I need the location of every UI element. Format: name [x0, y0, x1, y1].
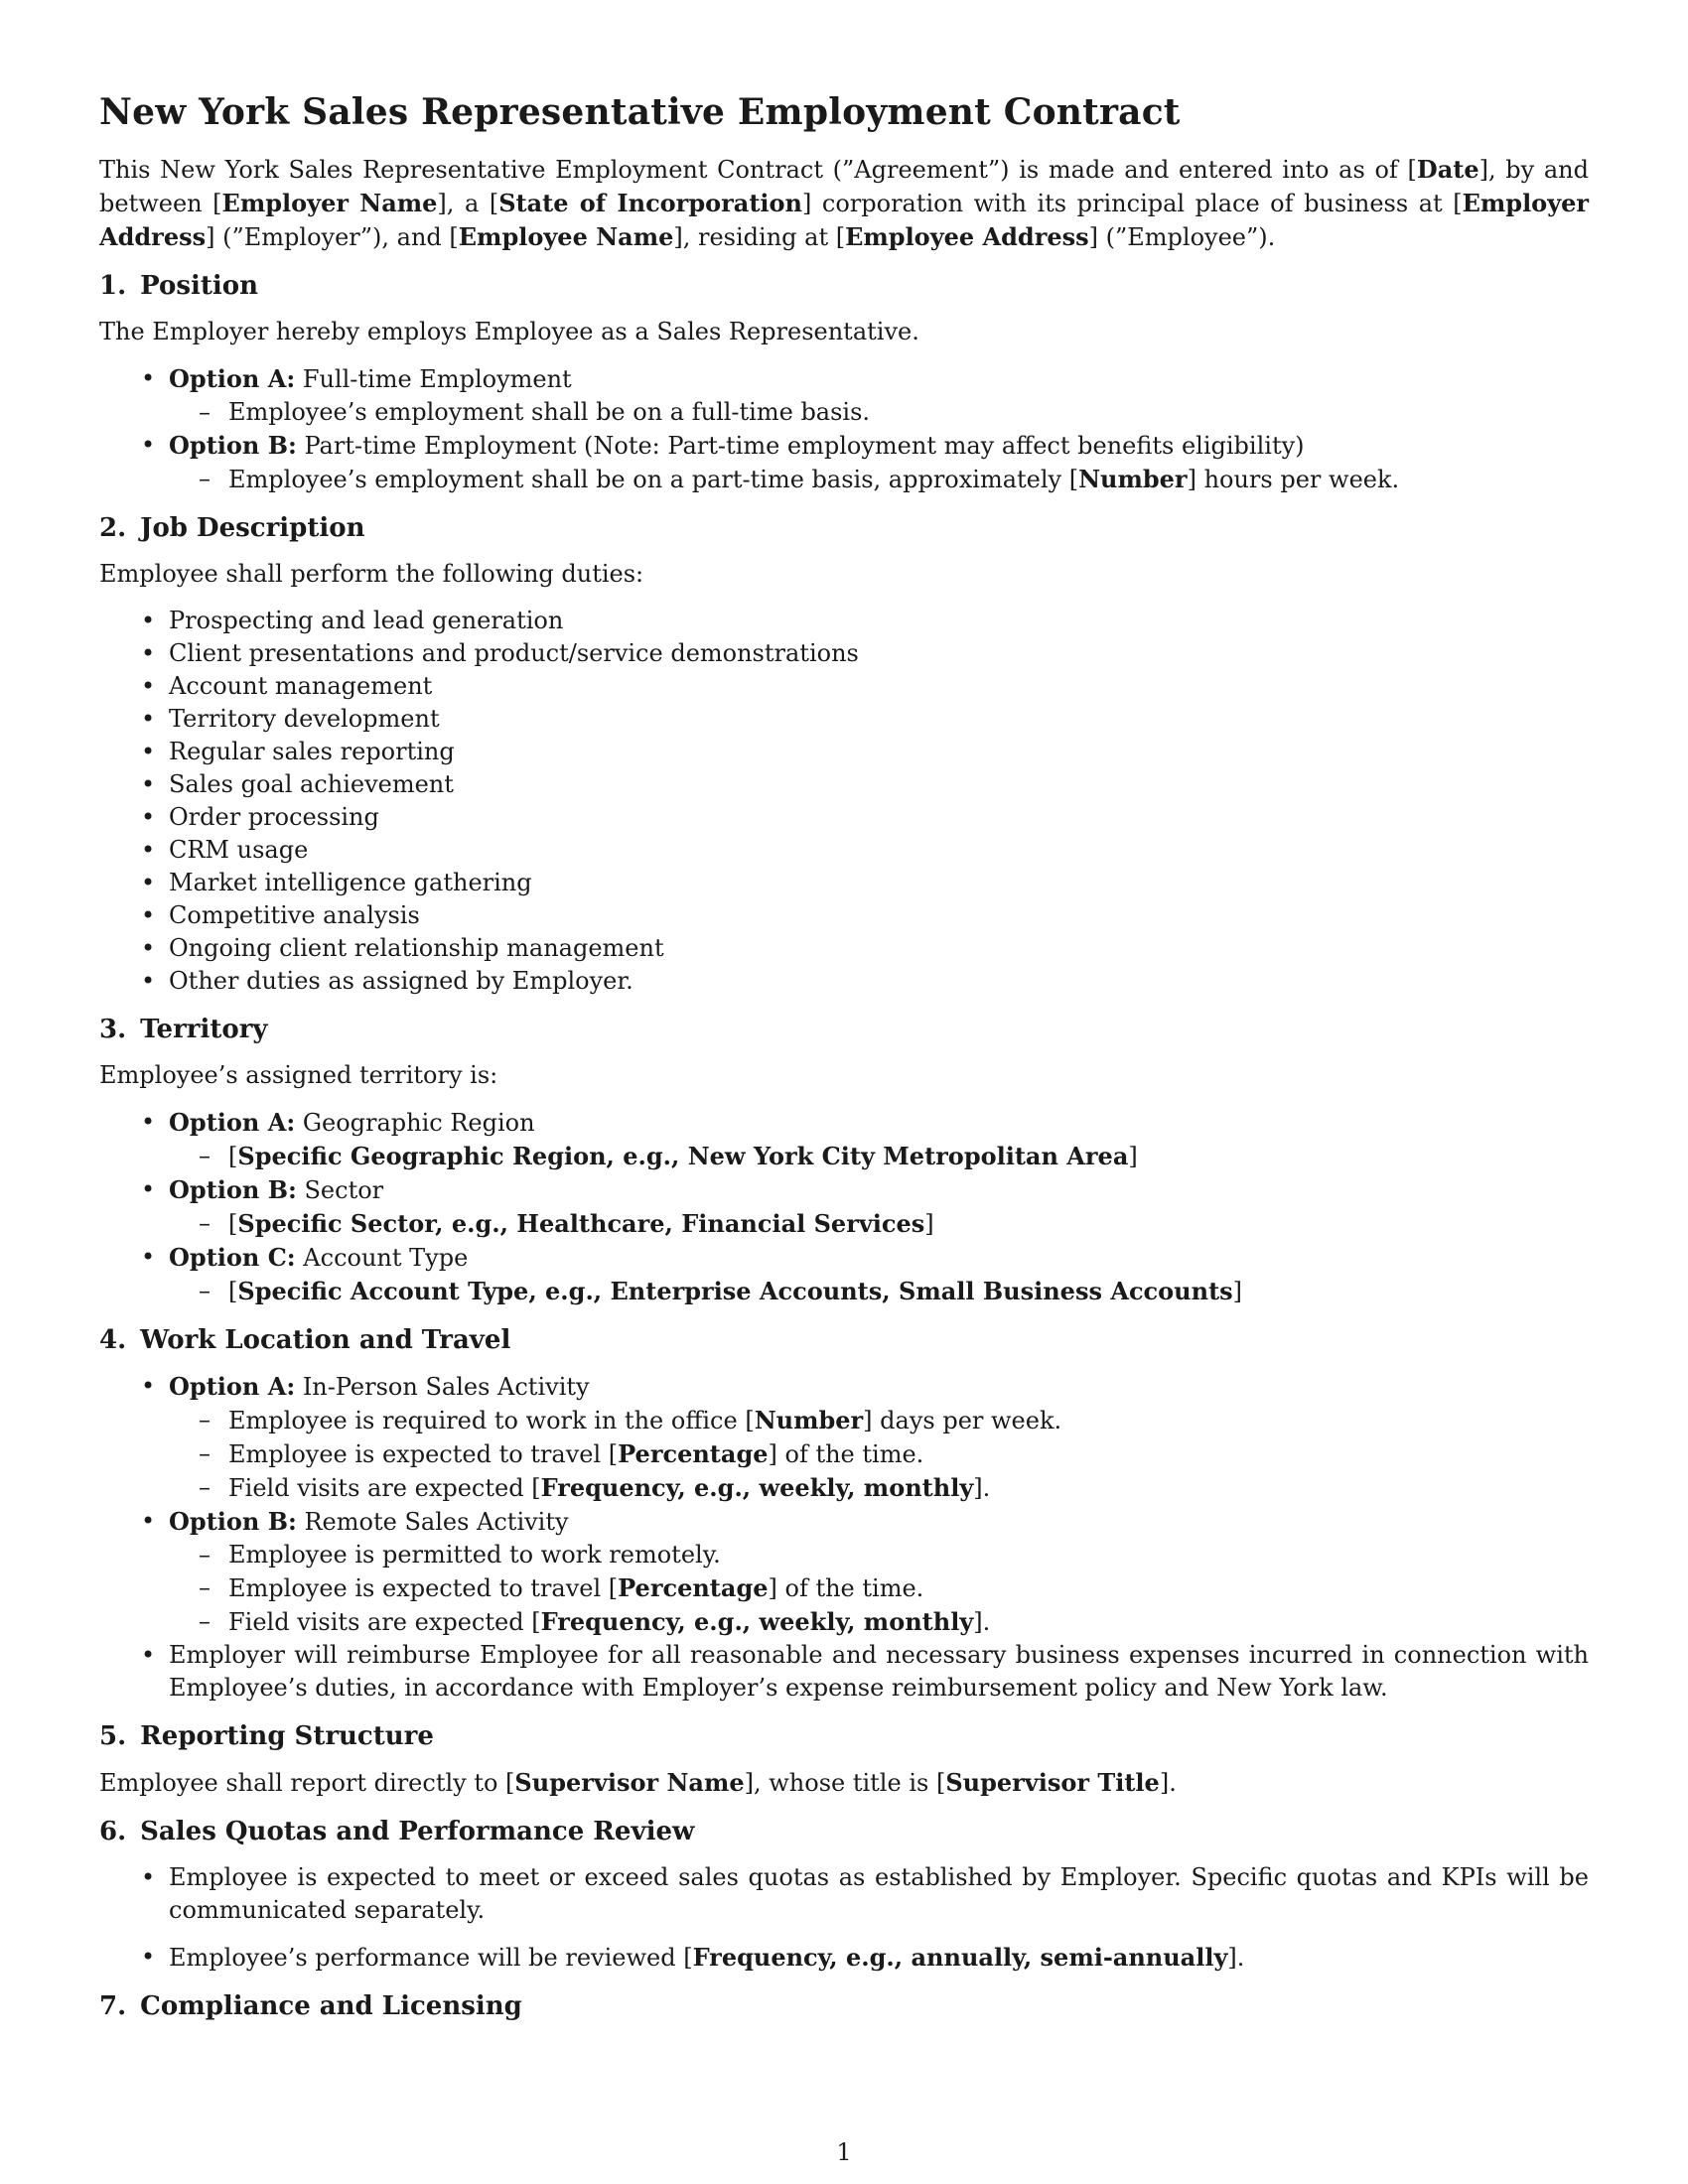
- spacer: [99, 1308, 1589, 1322]
- list-item: [169, 1241, 1589, 1308]
- placeholder-frequency: Frequency, e.g., weekly, monthly: [540, 1473, 974, 1502]
- placeholder-percentage: Percentage: [618, 1439, 769, 1468]
- sub-list-item: – Employee’s employment shall be on a full-time basis.: [228, 396, 1589, 429]
- section-heading-territory: [99, 1012, 1589, 1047]
- sub-text: Employee’s employment shall be on a part-time basis, approximately [: [228, 466, 1079, 493]
- intro-text: ], by and between [: [99, 156, 1590, 217]
- document-page: [99, 87, 1589, 2036]
- spacer: [99, 998, 1589, 1012]
- section-heading-compliance: [99, 1988, 1589, 2024]
- section-title: Work Location and Travel: [140, 1325, 511, 1355]
- option-label: Option A:: [169, 1372, 296, 1401]
- list-item: • Prospecting and lead generation: [169, 605, 1589, 637]
- section-title: Position: [140, 271, 258, 301]
- placeholder-supervisor-name: Supervisor Name: [514, 1768, 745, 1797]
- sub-list: [169, 1404, 1589, 1505]
- sub-list-item: [228, 463, 1589, 496]
- list-item: • Employer will reimburse Employee for all reasonable and necessary business expenses incurred in connection with Employee’s duties, in accordance with Employer’s expense reimbursement policy and New York law.: [169, 1639, 1589, 1705]
- list-item: [169, 1370, 1589, 1505]
- list-item: • Ongoing client relationship management: [169, 932, 1589, 965]
- option-label: Option B:: [169, 431, 297, 460]
- sub-list-item: [228, 1471, 1589, 1505]
- section-heading-sales-quotas: [99, 1814, 1589, 1849]
- section-number: 3.: [99, 1015, 127, 1044]
- list-item: • Client presentations and product/service demonstrations: [169, 637, 1589, 670]
- section-heading-reporting-structure: [99, 1718, 1589, 1754]
- list-item: • Sales goal achievement: [169, 768, 1589, 801]
- sub-text: Employee is expected to travel [: [228, 1574, 619, 1602]
- option-text: Sector: [296, 1176, 384, 1204]
- body-text: ].: [1159, 1769, 1177, 1797]
- bracket: ]: [924, 1210, 934, 1238]
- section-title: Territory: [140, 1015, 268, 1044]
- quotas-list: [99, 1941, 1589, 1975]
- quotas-list: [99, 1861, 1589, 1927]
- option-text: Geographic Region: [295, 1109, 535, 1137]
- bracket: [: [228, 1210, 238, 1238]
- section-body: Employee’s assigned territory is:: [99, 1061, 498, 1089]
- list-item: • Account management: [169, 670, 1589, 703]
- section-heading-position: [99, 268, 1589, 304]
- section-number: 4.: [99, 1325, 127, 1355]
- bracket: ]: [1128, 1143, 1138, 1170]
- section-number: 2.: [99, 513, 127, 543]
- body-text: ], whose title is [: [744, 1769, 946, 1797]
- placeholder-frequency: Frequency, e.g., annually, semi-annually: [692, 1943, 1228, 1972]
- placeholder-frequency: Frequency, e.g., weekly, monthly: [540, 1607, 974, 1636]
- list-item: [169, 1173, 1589, 1241]
- body-text: Employee shall report directly to [: [99, 1769, 515, 1797]
- bracket: [: [228, 1143, 238, 1170]
- sub-list-item: [228, 1207, 1589, 1241]
- option-text: Account Type: [295, 1244, 469, 1272]
- placeholder-state-of-incorporation: State of Incorporation: [498, 189, 802, 217]
- placeholder-number: Number: [1078, 465, 1188, 493]
- spacer: [99, 1927, 1589, 1941]
- list-item: • CRM usage: [169, 834, 1589, 867]
- section-title: Job Description: [140, 513, 365, 543]
- placeholder-sector: Specific Sector, e.g., Healthcare, Financial Services: [237, 1209, 925, 1238]
- list-item: • Order processing: [169, 801, 1589, 834]
- spacer: [99, 496, 1589, 510]
- sub-text: ].: [973, 1474, 991, 1502]
- position-options-list: [99, 362, 1589, 496]
- option-text: Part-time Employment (Note: Part-time employment may affect benefits eligibility): [296, 432, 1305, 460]
- sub-list-item: [228, 1571, 1589, 1605]
- sub-list: [169, 1539, 1589, 1639]
- section-title: Sales Quotas and Performance Review: [140, 1817, 695, 1846]
- sub-text: ] of the time.: [768, 1440, 924, 1468]
- sub-text: ] hours per week.: [1187, 466, 1400, 493]
- section-number: 6.: [99, 1817, 127, 1846]
- list-item: [169, 1941, 1589, 1975]
- option-text: In-Person Sales Activity: [295, 1373, 590, 1401]
- option-text: Full-time Employment: [295, 365, 572, 393]
- section-body: The Employer hereby employs Employee as a Sales Representative.: [99, 318, 919, 345]
- page-number: 1: [836, 2138, 852, 2166]
- section-number: 5.: [99, 1721, 127, 1751]
- section-body: [99, 1766, 1589, 1800]
- section-number: 1.: [99, 271, 127, 301]
- intro-paragraph: [99, 153, 1589, 254]
- sub-list-item: [228, 1140, 1589, 1173]
- sub-text: Employee is required to work in the office [: [228, 1407, 755, 1434]
- spacer: [99, 1975, 1589, 1988]
- placeholder-number: Number: [754, 1406, 864, 1434]
- sub-list: [169, 1140, 1589, 1173]
- sub-text: ] of the time.: [768, 1574, 924, 1602]
- option-label: Option B:: [169, 1175, 297, 1204]
- list-item: • Territory development: [169, 703, 1589, 736]
- sub-text: ].: [973, 1608, 991, 1636]
- section-body: Employee shall perform the following duties:: [99, 560, 644, 588]
- bracket: ]: [1232, 1278, 1243, 1305]
- option-label: Option A:: [169, 364, 296, 393]
- list-item: • Market intelligence gathering: [169, 867, 1589, 899]
- sub-list: [169, 396, 1589, 429]
- sub-text: Field visits are expected [: [228, 1474, 541, 1502]
- placeholder-employer-address: Employer Address: [99, 189, 1590, 251]
- section-number: 7.: [99, 1991, 127, 2021]
- list-item: [169, 1505, 1589, 1639]
- list-item: • Regular sales reporting: [169, 736, 1589, 768]
- placeholder-employer-name: Employer Name: [221, 189, 438, 217]
- option-label: Option B:: [169, 1507, 297, 1536]
- sub-text: ] days per week.: [863, 1407, 1062, 1434]
- sub-text: Employee is expected to travel [: [228, 1440, 619, 1468]
- sub-list: [169, 463, 1589, 496]
- option-label: Option C:: [169, 1243, 296, 1272]
- placeholder-date: Date: [1416, 155, 1479, 184]
- sub-list-item: [228, 1437, 1589, 1471]
- item-text: ].: [1227, 1944, 1245, 1972]
- section-heading-work-location: [99, 1322, 1589, 1358]
- option-label: Option A:: [169, 1108, 296, 1137]
- spacer: [99, 1705, 1589, 1718]
- list-item: [169, 1106, 1589, 1173]
- placeholder-employee-name: Employee Name: [458, 222, 674, 251]
- sub-list-item: [228, 1404, 1589, 1437]
- sub-text: Field visits are expected [: [228, 1608, 541, 1636]
- list-item: [169, 429, 1589, 496]
- intro-text: This New York Sales Representative Employment Contract (”Agreement”) is made and entered into as of [: [99, 156, 1417, 184]
- section-heading-job-description: [99, 510, 1589, 546]
- bracket: [: [228, 1278, 238, 1305]
- list-item: • Other duties as assigned by Employer.: [169, 965, 1589, 998]
- list-item: [169, 362, 1589, 429]
- sub-list-item: [228, 1605, 1589, 1639]
- work-location-list: [99, 1370, 1589, 1705]
- territory-options-list: [99, 1106, 1589, 1308]
- sub-list-item: [228, 1275, 1589, 1308]
- placeholder-supervisor-title: Supervisor Title: [945, 1768, 1160, 1797]
- intro-text: ] corporation with its principal place of business at [: [801, 190, 1463, 217]
- document-title: New York Sales Representative Employment Contract: [99, 91, 1181, 133]
- list-item: • Employee is expected to meet or exceed sales quotas as established by Employer. Specific quotas and KPIs will be communicated separately.: [169, 1861, 1589, 1927]
- option-text: Remote Sales Activity: [296, 1508, 569, 1536]
- intro-text: ], residing at [: [673, 223, 846, 251]
- duties-list: [99, 605, 1589, 998]
- item-text: Employee’s performance will be reviewed [: [169, 1944, 693, 1972]
- intro-text: ] (”Employer”), and [: [206, 223, 459, 251]
- placeholder-geographic-region: Specific Geographic Region, e.g., New York City Metropolitan Area: [237, 1142, 1129, 1170]
- sub-list-item: – Employee is permitted to work remotely.: [228, 1539, 1589, 1571]
- sub-list: [169, 1275, 1589, 1308]
- intro-text: ], a [: [437, 190, 499, 217]
- placeholder-account-type: Specific Account Type, e.g., Enterprise Accounts, Small Business Accounts: [237, 1277, 1233, 1305]
- list-item: • Competitive analysis: [169, 899, 1589, 932]
- placeholder-percentage: Percentage: [618, 1573, 769, 1602]
- section-title: Reporting Structure: [140, 1721, 434, 1751]
- sub-list: [169, 1207, 1589, 1241]
- section-title: Compliance and Licensing: [140, 1991, 522, 2021]
- placeholder-employee-address: Employee Address: [845, 222, 1089, 251]
- intro-text: ] (”Employee”).: [1088, 223, 1276, 251]
